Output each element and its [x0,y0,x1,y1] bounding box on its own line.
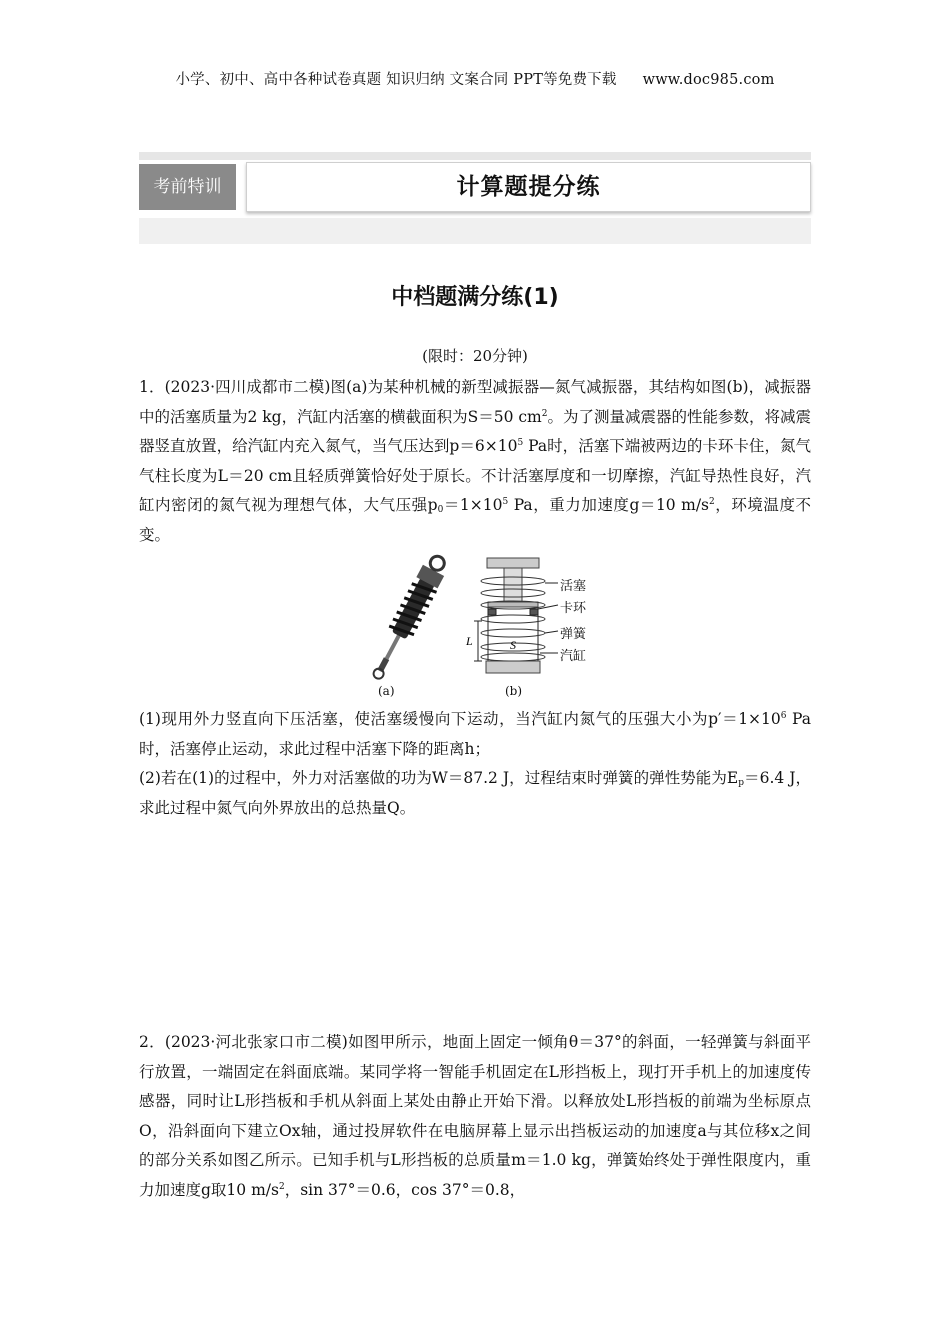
banner-band-top [139,152,811,160]
q1-part-2 [139,764,811,823]
header-slogan: 小学、初中、高中各种试卷真题 知识归纳 文案合同 PPT等免费下载 [175,72,617,88]
banner-band-bottom [139,218,811,244]
q1-sup-2: 5 [517,438,524,448]
q2-source: (2023·河北张家口市二模) [164,1033,348,1051]
caption-a: (a) [378,684,395,698]
q1-part-2-text-b: ＝6.4 J，求此过程中氮气向外界放出的总热量Q。 [139,769,812,817]
banner-tag: 考前特训 [139,164,236,210]
q1-text-5: Pa，重力加速度g＝10 m/s [508,496,710,514]
q1-text-6: ，环境温度不变。 [139,496,811,544]
label-S: S [510,638,516,652]
q1-text-3: Pa时，活塞下端被两边的卡环卡住，氮气气柱长度为L＝20 cm且轻质弹簧恰好处于原长。不计活塞厚度和一切摩擦，汽缸导热性良好，汽缸内密闭的氮气视为理想气体，大气压强p [139,437,811,514]
q1-figure [360,553,600,703]
q2-text-2: ，sin 37°＝0.6，cos 37°＝0.8， [284,1180,526,1199]
shock-absorber-photo [365,553,452,684]
question-1-parts [139,705,811,823]
page-header [0,68,950,89]
q1-part-2-sub: p [738,778,744,788]
q2-text-1: 如图甲所示，地面上固定一倾角θ＝37°的斜面，一轻弹簧与斜面平行放置，一端固定在斜面底端。某同学将一智能手机固定在L形挡板上，现打开手机上的加速度传感器，同时让L形挡板和手机从斜面上某处由静止开始下滑。以释放处L形挡板的前端为坐标原点O，沿斜面向下建立Ox轴，通过投屏软件在电脑屏幕上显示出挡板运动的加速度a与其位移x之间的部分关系如图乙所示。已知手机与L形挡板的总质量m＝1.0 kg，弹簧始终处于弹性限度内，重力加速度g取10 m/s [139,1033,811,1199]
q1-part-1-text-a: (1)现用外力竖直向下压活塞，使活塞缓慢向下运动，当汽缸内氮气的压强大小为p′＝1×10 [139,710,781,728]
banner-title: 计算题提分练 [246,162,811,212]
caption-b: (b) [505,684,523,698]
section-banner [139,152,811,244]
q1-source: (2023·四川成都市二模) [164,378,331,396]
cylinder-schematic [474,558,558,673]
q1-number: 1． [139,378,165,396]
header-site-link[interactable]: www.doc985.com [642,72,775,88]
label-ring: 卡环 [560,601,587,616]
q1-sup-3: 5 [502,497,509,507]
q2-number: 2． [139,1033,165,1051]
q1-sub-1: 0 [437,505,444,515]
q1-part-1 [139,705,811,764]
q1-part-2-text-a: (2)若在(1)的过程中，外力对活塞做的功为W＝87.2 J，过程结束时弹簧的弹性势能为E [139,769,739,787]
label-spring: 弹簧 [560,627,587,642]
q1-part-1-text-b: Pa时，活塞停止运动，求此过程中活塞下降的距离h； [139,710,811,758]
q1-text-2: 。为了测量减震器的性能参数，将减震器竖直放置，给汽缸内充入氮气，当气压达到p＝6×10 [139,407,812,455]
label-piston: 活塞 [560,579,587,594]
q1-sup-4: 2 [709,497,715,507]
question-2 [139,1028,811,1205]
q1-text-1: 图(a)为某种机械的新型减振器—氮气减振器，其结构如图(b)，减振器中的活塞质量为2 kg，汽缸内活塞的横截面积为S＝50 cm [139,378,811,426]
q1-text-4: ＝1×10 [443,496,503,514]
label-L: L [466,634,473,648]
q2-sup-1: 2 [278,1181,285,1192]
question-1 [139,373,811,550]
label-cylinder: 汽缸 [560,649,587,664]
section-title: 中档题满分练(1) [391,285,559,310]
q1-sup-1: 2 [541,408,548,419]
time-limit: (限时：20分钟) [422,347,528,365]
q1-part-1-sup: 6 [780,711,787,721]
